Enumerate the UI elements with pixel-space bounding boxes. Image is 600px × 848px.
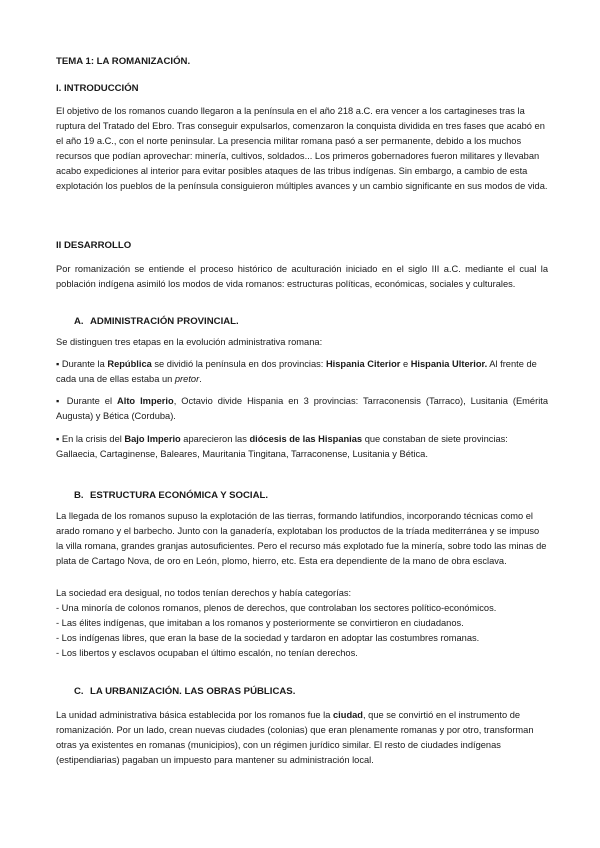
- section-c-letter: C.: [74, 686, 84, 697]
- section-a-title: ADMINISTRACIÓN PROVINCIAL.: [90, 316, 239, 327]
- section-b-social-intro: La sociedad era desigual, no todos tenían derechos y había categorías:: [56, 588, 352, 598]
- desarrollo-paragraph: Por romanización se entiende el proceso histórico de aculturación iniciado en el siglo III a.C. mediante el cual la población indígena asimiló los modos de vida romanos: estructuras políticas, económicas, sociales y culturales.: [56, 264, 548, 289]
- desarrollo-heading: II DESARROLLO: [56, 240, 132, 251]
- section-c-heading: [56, 686, 295, 697]
- list-item: - Los libertos y esclavos ocupaban el último escalón, no tenían derechos.: [56, 648, 358, 658]
- section-a-bullet-3: ▪ En la crisis del Bajo Imperio aparecieron las diócesis de las Hispanias que constaban de siete provincias: Gallaecia, Cartaginense, Baleares, Mauritania Tingitana, Tarraconense, Lusitania y Bética.: [56, 434, 508, 459]
- intro-paragraph: El objetivo de los romanos cuando llegaron a la península en el año 218 a.C. era vencer a los cartagineses tras la ruptura del Tratado del Ebro. Tras conseguir expulsarlos, comenzaron la conquista dividida en tres fases que acabó en el año 19 a.C., con el norte peninsular. La presencia militar romana pasó a ser permanente, debido a los muchos recursos que podían aprovechar: minería, cultivos, soldados... Los primeros gobernadores fueron militares y llevaban acabo expediciones al interior para evitar posibles ataques de las tribus indígenas. Sin embargo, a cambio de esta explotación los pueblos de la península consiguieron múltiples avances y un cambio significante en sus modos de vida.: [56, 106, 548, 191]
- list-item: - Las élites indígenas, que imitaban a los romanos y posteriormente se convirtieron en ciudadanos.: [56, 618, 464, 628]
- list-item: - Una minoría de colonos romanos, plenos de derechos, que controlaban los sectores político-económicos.: [56, 603, 497, 613]
- list-item: - Los indígenas libres, que eran la base de la sociedad y tardaron en adoptar las costumbres romanas.: [56, 633, 480, 643]
- section-b-title: ESTRUCTURA ECONÓMICA Y SOCIAL.: [90, 490, 269, 501]
- document-title: TEMA 1: LA ROMANIZACIÓN.: [56, 56, 191, 67]
- section-a-letter: A.: [74, 316, 84, 327]
- section-b-letter: B.: [74, 490, 84, 501]
- intro-heading: I. INTRODUCCIÓN: [56, 83, 139, 94]
- section-a-bullet-2: ▪ Durante el Alto Imperio, Octavio divide Hispania en 3 provincias: Tarraconensis (Tarraco), Lusitania (Emérita Augusta) y Bética (Corduba).: [56, 396, 549, 421]
- section-a-intro: Se distinguen tres etapas en la evolución administrativa romana:: [56, 337, 323, 347]
- section-b-paragraph: La llegada de los romanos supuso la explotación de las tierras, formando latifundios, incorporando técnicas como el arado romano y el barbecho. Junto con la ganadería, explotaban los productos de la tríada mediterránea y se impuso la villa romana, grandes granjas autosuficientes. Pero el recurso más explotado fue la minería, sobre todo las minas de plata de Cartago Nova, de oro en León, plomo, hierro, etc. Esta era dependiente de la mano de obra esclava.: [56, 511, 547, 566]
- section-a-heading: [56, 316, 239, 327]
- social-categories-list: [56, 601, 548, 661]
- section-a-bullet-1: ▪ Durante la República se dividió la península en dos provincias: Hispania Citerior e Hispania Ulterior. Al frente de cada una de ellas estaba un pretor.: [56, 359, 537, 384]
- section-c-title: LA URBANIZACIÓN. LAS OBRAS PÚBLICAS.: [90, 686, 296, 697]
- section-c-paragraph: La unidad administrativa básica establecida por los romanos fue la ciudad, que se convirtió en el instrumento de romanización. Por un lado, crean nuevas ciudades (colonias) que eran plenamente romanas y por otro, transforman otras ya existentes en romanas (municipios), con un régimen jurídico similar. El resto de ciudades indígenas (estipendiarias) pagaban un impuesto para mantener su administración local.: [56, 710, 534, 765]
- section-b-heading: [56, 490, 268, 501]
